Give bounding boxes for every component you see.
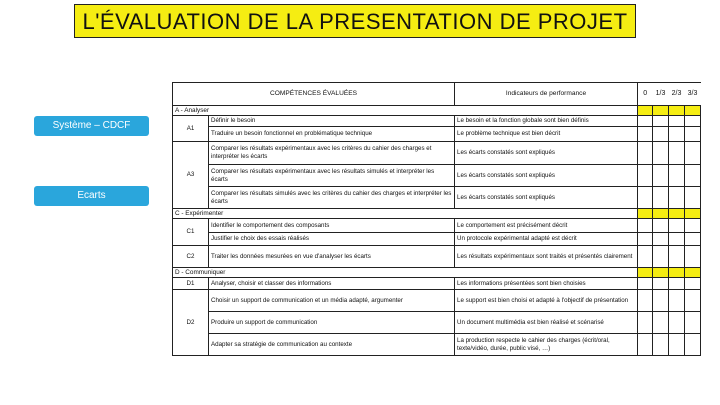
score-cell[interactable] [653, 187, 669, 209]
score-cell[interactable] [638, 312, 653, 334]
score-cell[interactable] [685, 233, 701, 246]
score-cell[interactable] [653, 127, 669, 142]
score-cell[interactable] [685, 127, 701, 142]
table-row [173, 246, 701, 268]
table-row [173, 187, 701, 209]
score-cell[interactable] [685, 278, 701, 290]
competence-cell: Identifier le comportement des composants [209, 219, 455, 233]
evaluation-table [172, 82, 701, 356]
indicator-cell: Un document multimédia est bien réalisé et scénarisé [455, 312, 638, 334]
indicator-cell: Un protocole expérimental adapté est décrit [455, 233, 638, 246]
score-cell[interactable] [638, 187, 653, 209]
score-cell[interactable] [669, 312, 685, 334]
score-cell[interactable] [653, 116, 669, 127]
table-row [173, 219, 701, 233]
score-cell[interactable] [638, 142, 653, 165]
score-cell[interactable] [638, 127, 653, 142]
score-cell[interactable] [669, 219, 685, 233]
level-0: 0 [638, 83, 653, 106]
table-row [173, 312, 701, 334]
competence-cell: Comparer les résultats expérimentaux avec les critères du cahier des charges et interpréter les écarts [209, 142, 455, 165]
score-cell[interactable] [653, 334, 669, 356]
table-row [173, 127, 701, 142]
score-cell[interactable] [669, 278, 685, 290]
score-cell[interactable] [653, 165, 669, 187]
score-cell[interactable] [685, 312, 701, 334]
score-cell[interactable] [638, 233, 653, 246]
score-cell[interactable] [669, 116, 685, 127]
competence-cell: Traiter les données mesurées en vue d'analyser les écarts [209, 246, 455, 268]
section-label: A - Analyser [173, 106, 638, 116]
score-cell[interactable] [685, 165, 701, 187]
competence-cell: Définir le besoin [209, 116, 455, 127]
page-title: L'ÉVALUATION DE LA PRESENTATION DE PROJET [74, 4, 636, 38]
indicator-cell: Les écarts constatés sont expliqués [455, 165, 638, 187]
competence-cell: Traduire un besoin fonctionnel en problématique technique [209, 127, 455, 142]
score-cell[interactable] [685, 142, 701, 165]
table-row [173, 165, 701, 187]
score-cell[interactable] [685, 290, 701, 312]
indicator-cell: Les informations présentées sont bien choisies [455, 278, 638, 290]
competence-cell: Adapter sa stratégie de communication au contexte [209, 334, 455, 356]
code-cell: A1 [173, 116, 209, 142]
score-cell[interactable] [653, 142, 669, 165]
score-cell[interactable] [685, 219, 701, 233]
score-cell[interactable] [638, 219, 653, 233]
competence-cell: Analyser, choisir et classer des informations [209, 278, 455, 290]
side-label-ecarts: Ecarts [34, 186, 149, 206]
table-header-row [173, 83, 701, 106]
score-cell[interactable] [669, 142, 685, 165]
table-row [173, 142, 701, 165]
indicator-cell: Les résultats expérimentaux sont traités et présentés clairement [455, 246, 638, 268]
competence-cell: Justifier le choix des essais réalisés [209, 233, 455, 246]
level-2-3: 2/3 [669, 83, 685, 106]
score-cell[interactable] [669, 246, 685, 268]
code-cell: C2 [173, 246, 209, 268]
score-cell[interactable] [653, 278, 669, 290]
score-cell[interactable] [638, 246, 653, 268]
score-cell[interactable] [669, 127, 685, 142]
section-row-communiquer [173, 268, 701, 278]
score-cell[interactable] [669, 334, 685, 356]
competence-cell: Comparer les résultats simulés avec les critères du cahier des charges et interpréter les écarts [209, 187, 455, 209]
level-3-3: 3/3 [685, 83, 701, 106]
indicator-cell: Le problème technique est bien décrit [455, 127, 638, 142]
section-label: D - Communiquer [173, 268, 638, 278]
competence-cell: Produire un support de communication [209, 312, 455, 334]
score-cell[interactable] [653, 233, 669, 246]
header-competences: COMPÉTENCES ÉVALUÉES [173, 83, 455, 106]
side-label-systeme: Système – CDCF [34, 116, 149, 136]
table-row [173, 334, 701, 356]
code-cell: C1 [173, 219, 209, 246]
table-row [173, 290, 701, 312]
section-label: C - Expérimenter [173, 209, 638, 219]
score-cell[interactable] [653, 246, 669, 268]
score-cell[interactable] [669, 187, 685, 209]
score-cell[interactable] [653, 219, 669, 233]
indicator-cell: La production respecte le cahier des charges (écrit/oral, texte/vidéo, durée, public visé, …) [455, 334, 638, 356]
section-row-analyser [173, 106, 701, 116]
indicator-cell: Le besoin et la fonction globale sont bien définis [455, 116, 638, 127]
score-cell[interactable] [638, 165, 653, 187]
score-cell[interactable] [685, 246, 701, 268]
table-row [173, 278, 701, 290]
score-cell[interactable] [669, 290, 685, 312]
score-cell[interactable] [638, 290, 653, 312]
score-cell[interactable] [653, 290, 669, 312]
indicator-cell: Le comportement est précisément décrit [455, 219, 638, 233]
competence-cell: Comparer les résultats expérimentaux avec les résultats simulés et interpréter les écarts [209, 165, 455, 187]
score-cell[interactable] [638, 334, 653, 356]
indicator-cell: Les écarts constatés sont expliqués [455, 142, 638, 165]
score-cell[interactable] [653, 312, 669, 334]
competence-cell: Choisir un support de communication et un média adapté, argumenter [209, 290, 455, 312]
code-cell: D1 [173, 278, 209, 290]
score-cell[interactable] [685, 334, 701, 356]
header-indicateurs: Indicateurs de performance [455, 83, 638, 106]
indicator-cell: Le support est bien choisi et adapté à l'objectif de présentation [455, 290, 638, 312]
score-cell[interactable] [669, 165, 685, 187]
table-row [173, 233, 701, 246]
score-cell[interactable] [638, 278, 653, 290]
section-row-experimenter [173, 209, 701, 219]
score-cell[interactable] [685, 116, 701, 127]
table-row [173, 116, 701, 127]
code-cell: D2 [173, 290, 209, 356]
score-cell[interactable] [685, 187, 701, 209]
code-cell: A3 [173, 142, 209, 209]
indicator-cell: Les écarts constatés sont expliqués [455, 187, 638, 209]
level-1-3: 1/3 [653, 83, 669, 106]
score-cell[interactable] [638, 116, 653, 127]
score-cell[interactable] [669, 233, 685, 246]
